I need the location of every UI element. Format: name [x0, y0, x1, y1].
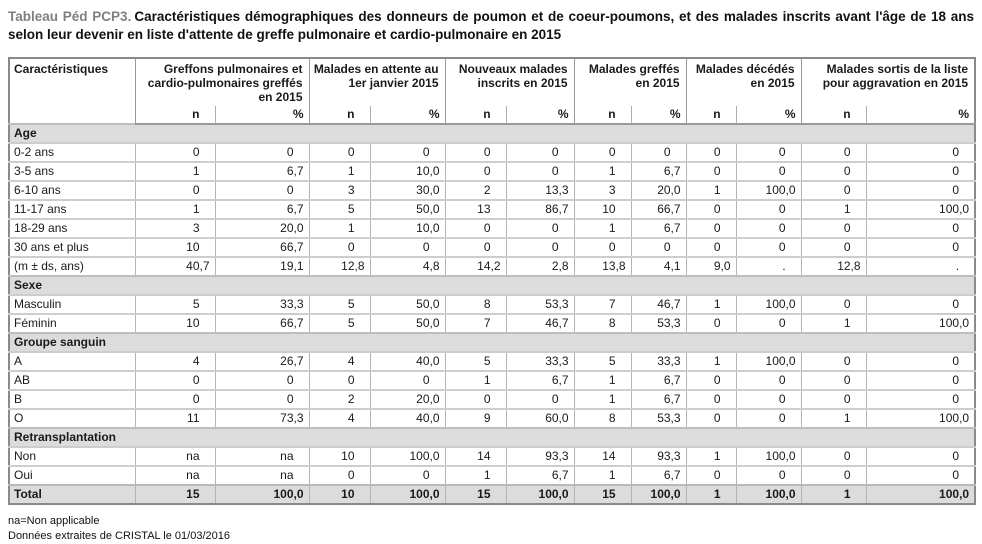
- value-cell: 0: [506, 238, 574, 257]
- value-cell: 60,0: [506, 409, 574, 428]
- value-cell: 6,7: [631, 219, 686, 238]
- value-cell: 53,3: [506, 295, 574, 314]
- value-cell: 9: [445, 409, 506, 428]
- row-label: Féminin: [9, 314, 135, 333]
- total-value-cell: 100,0: [866, 485, 975, 504]
- value-cell: 100,0: [736, 295, 801, 314]
- value-cell: 6,7: [631, 371, 686, 390]
- subheader-pct: %: [370, 106, 445, 124]
- value-cell: 33,3: [506, 352, 574, 371]
- value-cell: 33,3: [215, 295, 309, 314]
- value-cell: 0: [866, 219, 975, 238]
- value-cell: 0: [866, 352, 975, 371]
- value-cell: 0: [445, 238, 506, 257]
- subheader-n: n: [686, 106, 736, 124]
- value-cell: 0: [135, 181, 215, 200]
- data-row: [9, 390, 975, 409]
- value-cell: 0: [801, 352, 866, 371]
- value-cell: 14: [574, 447, 631, 466]
- value-cell: 1: [686, 295, 736, 314]
- value-cell: 0: [801, 447, 866, 466]
- value-cell: 4: [309, 409, 370, 428]
- value-cell: 0: [445, 143, 506, 162]
- value-cell: 6,7: [506, 466, 574, 485]
- value-cell: 0: [801, 181, 866, 200]
- row-label: (m ± ds, ans): [9, 257, 135, 276]
- value-cell: 1: [445, 466, 506, 485]
- value-cell: 66,7: [215, 314, 309, 333]
- value-cell: 0: [445, 390, 506, 409]
- data-row: [9, 314, 975, 333]
- value-cell: 0: [801, 238, 866, 257]
- value-cell: 5: [574, 352, 631, 371]
- value-cell: 6,7: [215, 200, 309, 219]
- value-cell: 66,7: [215, 238, 309, 257]
- data-row: [9, 466, 975, 485]
- value-cell: 10: [135, 238, 215, 257]
- table-title-text: Caractéristiques démographiques des donneurs de poumon et de coeur-poumons, et des malades inscrits avant l'âge de 18 ans selon leur devenir en liste d'attente de greffe pulmonaire et cardio-pulmonaire en 2015: [8, 9, 974, 43]
- row-label: B: [9, 390, 135, 409]
- value-cell: 0: [686, 409, 736, 428]
- value-cell: 0: [866, 371, 975, 390]
- value-cell: 13,8: [574, 257, 631, 276]
- value-cell: 1: [686, 352, 736, 371]
- value-cell: 5: [309, 200, 370, 219]
- data-row: [9, 238, 975, 257]
- value-cell: 1: [574, 162, 631, 181]
- subheader-n: n: [801, 106, 866, 124]
- value-cell: 3: [135, 219, 215, 238]
- value-cell: 0: [370, 238, 445, 257]
- value-cell: 7: [574, 295, 631, 314]
- value-cell: 40,0: [370, 352, 445, 371]
- value-cell: 5: [135, 295, 215, 314]
- value-cell: 0: [801, 371, 866, 390]
- total-value-cell: 100,0: [506, 485, 574, 504]
- section-band-label: Age: [9, 124, 975, 143]
- value-cell: 50,0: [370, 314, 445, 333]
- value-cell: 0: [506, 162, 574, 181]
- value-cell: 0: [866, 238, 975, 257]
- value-cell: 0: [736, 314, 801, 333]
- value-cell: 53,3: [631, 314, 686, 333]
- page-title: [8, 8, 974, 44]
- value-cell: .: [736, 257, 801, 276]
- section-band-row: [9, 276, 975, 295]
- value-cell: 1: [309, 162, 370, 181]
- value-cell: 100,0: [866, 314, 975, 333]
- value-cell: 53,3: [631, 409, 686, 428]
- value-cell: 100,0: [736, 352, 801, 371]
- total-row: [9, 485, 975, 504]
- section-band-label: Groupe sanguin: [9, 333, 975, 352]
- column-group-header: Malades sortis de la liste pour aggravation en 2015: [801, 58, 975, 106]
- value-cell: 10,0: [370, 219, 445, 238]
- value-cell: 66,7: [631, 200, 686, 219]
- value-cell: 100,0: [736, 181, 801, 200]
- total-value-cell: 15: [445, 485, 506, 504]
- value-cell: 0: [801, 390, 866, 409]
- value-cell: 100,0: [736, 447, 801, 466]
- value-cell: 0: [736, 200, 801, 219]
- row-label: 11-17 ans: [9, 200, 135, 219]
- column-group-header: Malades greffés en 2015: [574, 58, 686, 106]
- value-cell: 0: [736, 371, 801, 390]
- value-cell: 0: [506, 390, 574, 409]
- value-cell: 0: [736, 466, 801, 485]
- data-row: [9, 447, 975, 466]
- value-cell: 0: [686, 162, 736, 181]
- data-row: [9, 371, 975, 390]
- value-cell: 0: [135, 371, 215, 390]
- value-cell: 0: [686, 219, 736, 238]
- value-cell: 0: [866, 390, 975, 409]
- value-cell: 40,0: [370, 409, 445, 428]
- value-cell: 5: [309, 295, 370, 314]
- value-cell: 0: [215, 181, 309, 200]
- value-cell: 10,0: [370, 162, 445, 181]
- value-cell: 86,7: [506, 200, 574, 219]
- value-cell: .: [866, 257, 975, 276]
- subheader-n: n: [445, 106, 506, 124]
- footnote-source: Données extraites de CRISTAL le 01/03/2016: [8, 530, 230, 543]
- value-cell: 19,1: [215, 257, 309, 276]
- value-cell: 1: [686, 181, 736, 200]
- value-cell: 2: [309, 390, 370, 409]
- value-cell: 6,7: [631, 162, 686, 181]
- value-cell: 73,3: [215, 409, 309, 428]
- value-cell: 1: [574, 219, 631, 238]
- total-value-cell: 15: [135, 485, 215, 504]
- row-header-cell: Caractéristiques: [9, 58, 135, 124]
- subheader-pct: %: [215, 106, 309, 124]
- column-group-header: Malades en attente au 1er janvier 2015: [309, 58, 445, 106]
- value-cell: 0: [866, 143, 975, 162]
- value-cell: 0: [686, 238, 736, 257]
- value-cell: 1: [135, 162, 215, 181]
- value-cell: 40,7: [135, 257, 215, 276]
- value-cell: 0: [309, 238, 370, 257]
- value-cell: 14,2: [445, 257, 506, 276]
- value-cell: 4: [309, 352, 370, 371]
- header-row-subheaders: [9, 106, 975, 124]
- value-cell: 0: [866, 162, 975, 181]
- value-cell: 0: [506, 219, 574, 238]
- value-cell: 6,7: [215, 162, 309, 181]
- row-label: 6-10 ans: [9, 181, 135, 200]
- value-cell: 100,0: [866, 200, 975, 219]
- value-cell: 0: [686, 314, 736, 333]
- value-cell: 46,7: [631, 295, 686, 314]
- value-cell: 0: [866, 466, 975, 485]
- section-band-label: Retransplantation: [9, 428, 975, 447]
- value-cell: 2: [445, 181, 506, 200]
- subheader-pct: %: [866, 106, 975, 124]
- value-cell: 33,3: [631, 352, 686, 371]
- header-row-groups: [9, 58, 975, 106]
- value-cell: 50,0: [370, 200, 445, 219]
- value-cell: 6,7: [631, 466, 686, 485]
- value-cell: 0: [686, 466, 736, 485]
- value-cell: 1: [574, 371, 631, 390]
- row-label: Oui: [9, 466, 135, 485]
- subheader-pct: %: [631, 106, 686, 124]
- value-cell: 0: [309, 466, 370, 485]
- value-cell: 0: [631, 238, 686, 257]
- value-cell: 0: [736, 409, 801, 428]
- value-cell: 0: [736, 162, 801, 181]
- value-cell: 0: [686, 143, 736, 162]
- value-cell: 93,3: [631, 447, 686, 466]
- value-cell: 1: [686, 447, 736, 466]
- section-band-row: [9, 333, 975, 352]
- value-cell: 0: [370, 371, 445, 390]
- value-cell: 1: [309, 219, 370, 238]
- value-cell: 5: [445, 352, 506, 371]
- column-group-header: Nouveaux malades inscrits en 2015: [445, 58, 574, 106]
- value-cell: 20,0: [370, 390, 445, 409]
- data-row: [9, 409, 975, 428]
- column-group-header: Greffons pulmonaires et cardio-pulmonaires greffés en 2015: [135, 58, 309, 106]
- table-title-prefix: Tableau Péd PCP3.: [8, 9, 132, 24]
- value-cell: 46,7: [506, 314, 574, 333]
- value-cell: 10: [309, 447, 370, 466]
- value-cell: na: [215, 466, 309, 485]
- value-cell: 0: [215, 390, 309, 409]
- value-cell: 0: [445, 219, 506, 238]
- value-cell: 0: [736, 238, 801, 257]
- value-cell: 100,0: [866, 409, 975, 428]
- value-cell: 11: [135, 409, 215, 428]
- value-cell: 0: [574, 238, 631, 257]
- value-cell: 14: [445, 447, 506, 466]
- value-cell: 0: [801, 162, 866, 181]
- value-cell: 0: [135, 390, 215, 409]
- row-label: 3-5 ans: [9, 162, 135, 181]
- value-cell: 8: [574, 314, 631, 333]
- total-value-cell: 100,0: [736, 485, 801, 504]
- subheader-n: n: [574, 106, 631, 124]
- value-cell: 30,0: [370, 181, 445, 200]
- value-cell: na: [135, 447, 215, 466]
- total-value-cell: 1: [686, 485, 736, 504]
- section-band-label: Sexe: [9, 276, 975, 295]
- value-cell: 0: [866, 295, 975, 314]
- total-row-label: Total: [9, 485, 135, 504]
- value-cell: 0: [736, 390, 801, 409]
- value-cell: 2,8: [506, 257, 574, 276]
- value-cell: na: [215, 447, 309, 466]
- column-group-header: Malades décédés en 2015: [686, 58, 801, 106]
- value-cell: 12,8: [801, 257, 866, 276]
- total-value-cell: 15: [574, 485, 631, 504]
- value-cell: 1: [445, 371, 506, 390]
- data-row: [9, 181, 975, 200]
- value-cell: 0: [686, 371, 736, 390]
- value-cell: 0: [801, 143, 866, 162]
- value-cell: 0: [686, 390, 736, 409]
- value-cell: 0: [801, 295, 866, 314]
- row-label: AB: [9, 371, 135, 390]
- value-cell: 8: [445, 295, 506, 314]
- value-cell: 0: [445, 162, 506, 181]
- value-cell: 12,8: [309, 257, 370, 276]
- total-value-cell: 10: [309, 485, 370, 504]
- data-row: [9, 257, 975, 276]
- row-label: Masculin: [9, 295, 135, 314]
- value-cell: 9,0: [686, 257, 736, 276]
- value-cell: 0: [506, 143, 574, 162]
- value-cell: 0: [736, 143, 801, 162]
- value-cell: 50,0: [370, 295, 445, 314]
- value-cell: 13: [445, 200, 506, 219]
- value-cell: 10: [574, 200, 631, 219]
- value-cell: 0: [215, 371, 309, 390]
- total-value-cell: 100,0: [370, 485, 445, 504]
- value-cell: 20,0: [215, 219, 309, 238]
- value-cell: 93,3: [506, 447, 574, 466]
- value-cell: 6,7: [631, 390, 686, 409]
- value-cell: 0: [309, 371, 370, 390]
- value-cell: 3: [574, 181, 631, 200]
- value-cell: 26,7: [215, 352, 309, 371]
- total-value-cell: 100,0: [631, 485, 686, 504]
- value-cell: 1: [135, 200, 215, 219]
- value-cell: 1: [574, 466, 631, 485]
- subheader-n: n: [135, 106, 215, 124]
- data-row: [9, 200, 975, 219]
- section-band-row: [9, 124, 975, 143]
- row-label: A: [9, 352, 135, 371]
- value-cell: na: [135, 466, 215, 485]
- value-cell: 5: [309, 314, 370, 333]
- row-label: 18-29 ans: [9, 219, 135, 238]
- value-cell: 0: [736, 219, 801, 238]
- value-cell: 0: [801, 219, 866, 238]
- value-cell: 0: [135, 143, 215, 162]
- data-row: [9, 352, 975, 371]
- data-row: [9, 219, 975, 238]
- value-cell: 6,7: [506, 371, 574, 390]
- section-band-row: [9, 428, 975, 447]
- value-cell: 4: [135, 352, 215, 371]
- value-cell: 20,0: [631, 181, 686, 200]
- value-cell: 1: [801, 200, 866, 219]
- value-cell: 13,3: [506, 181, 574, 200]
- value-cell: 10: [135, 314, 215, 333]
- value-cell: 3: [309, 181, 370, 200]
- value-cell: 4,8: [370, 257, 445, 276]
- value-cell: 1: [574, 390, 631, 409]
- value-cell: 0: [215, 143, 309, 162]
- value-cell: 0: [370, 143, 445, 162]
- subheader-n: n: [309, 106, 370, 124]
- data-row: [9, 143, 975, 162]
- value-cell: 4,1: [631, 257, 686, 276]
- value-cell: 1: [801, 314, 866, 333]
- subheader-pct: %: [736, 106, 801, 124]
- value-cell: 0: [866, 181, 975, 200]
- footnote-na: na=Non applicable: [8, 515, 100, 528]
- value-cell: 0: [309, 143, 370, 162]
- value-cell: 0: [574, 143, 631, 162]
- value-cell: 0: [686, 200, 736, 219]
- demographics-table: [8, 57, 976, 505]
- row-label: O: [9, 409, 135, 428]
- row-label: 30 ans et plus: [9, 238, 135, 257]
- total-value-cell: 1: [801, 485, 866, 504]
- row-label: Non: [9, 447, 135, 466]
- total-value-cell: 100,0: [215, 485, 309, 504]
- data-row: [9, 295, 975, 314]
- value-cell: 7: [445, 314, 506, 333]
- value-cell: 8: [574, 409, 631, 428]
- value-cell: 0: [801, 466, 866, 485]
- value-cell: 100,0: [370, 447, 445, 466]
- value-cell: 0: [370, 466, 445, 485]
- footnotes: [8, 514, 974, 544]
- data-row: [9, 162, 975, 181]
- value-cell: 1: [801, 409, 866, 428]
- value-cell: 0: [866, 447, 975, 466]
- value-cell: 0: [631, 143, 686, 162]
- subheader-pct: %: [506, 106, 574, 124]
- row-label: 0-2 ans: [9, 143, 135, 162]
